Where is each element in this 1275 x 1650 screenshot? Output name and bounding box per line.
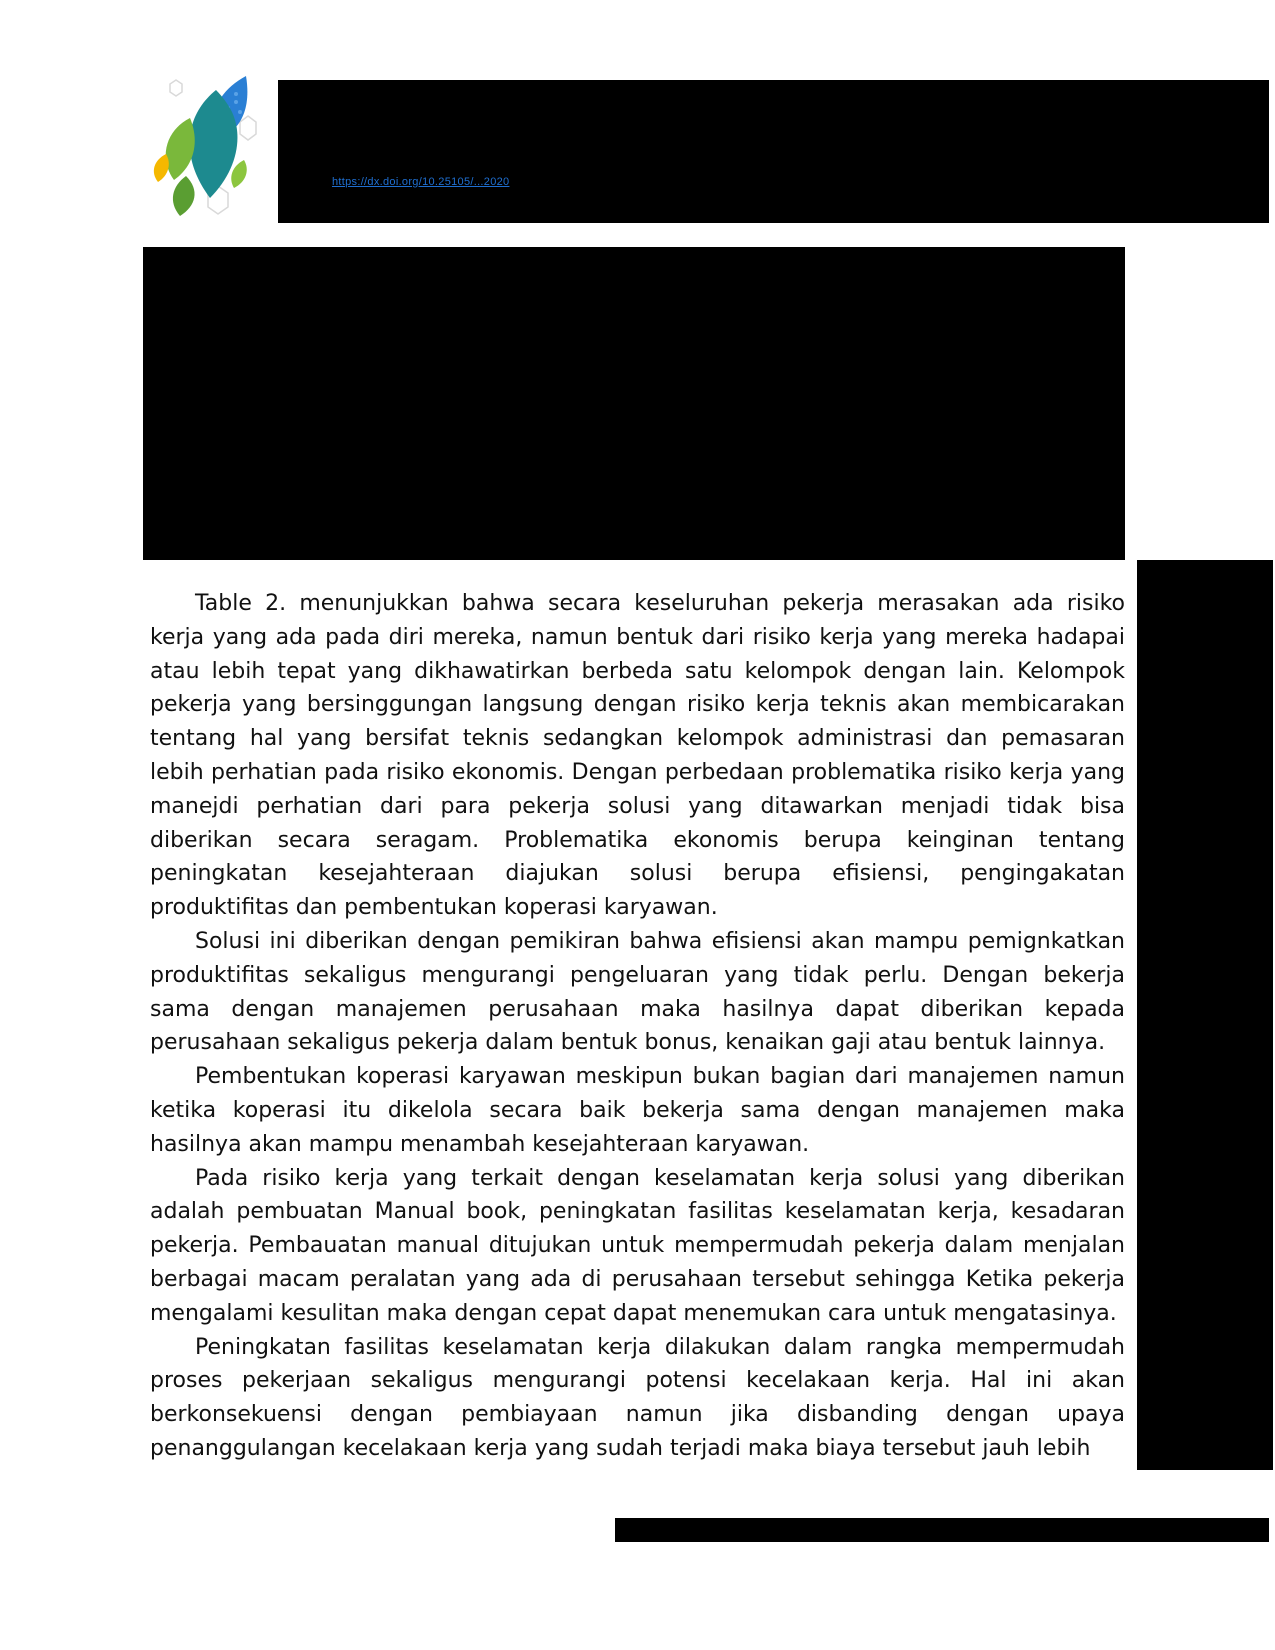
body-text xyxy=(150,587,1125,1466)
paragraph: Table 2. menunjukkan bahwa secara keseluruhan pekerja merasakan ada risiko kerja yang ada pada diri mereka, namun bentuk dari risiko kerja yang mereka hadapai atau lebih tepat yang dikhawatirkan berbeda satu kelompok dengan lain. Kelompok pekerja yang bersinggungan langsung dengan risiko kerja teknis akan membicarakan tentang hal yang bersifat teknis sedangkan kelompok administrasi dan pemasaran lebih perhatian pada risiko ekonomis. Dengan perbedaan problematika risiko kerja yang manejdi perhatian dari para pekerja solusi yang ditawarkan menjadi tidak bisa diberikan secara seragam. Problematika ekonomis berupa keinginan tentang peningkatan kesejahteraan diajukan solusi berupa efisiensi, pengingakatan produktifitas dan pembentukan koperasi karyawan. xyxy=(150,591,1125,921)
paragraph: Pembentukan koperasi karyawan meskipun bukan bagian dari manajemen namun ketika koperasi itu dikelola secara baik bekerja sama dengan manajemen maka hasilnya akan mampu menambah kesejahteraan karyawan. xyxy=(150,1064,1125,1157)
header-redaction-block xyxy=(278,80,1269,223)
paragraph: Pada risiko kerja yang terkait dengan keselamatan kerja solusi yang diberikan adalah pembuatan Manual book, peningkatan fasilitas keselamatan kerja, kesadaran pekerja. Pembauatan manual ditujukan untuk mempermudah pekerja dalam menjalan berbagai macam peralatan yang ada di perusahaan tersebut sehingga Ketika pekerja mengalami kesulitan maka dengan cepat dapat menemukan cara untuk mengatasinya. xyxy=(150,1165,1125,1326)
side-redaction-block xyxy=(1137,560,1273,1470)
paragraph: Peningkatan fasilitas keselamatan kerja dilakukan dalam rangka mempermudah proses pekerjaan sekaligus mengurangi potensi kecelakaan kerja. Hal ini akan berkonsekuensi dengan pembiayaan namun jika disbanding dengan upaya penanggulangan kecelakaan kerja yang sudah terjadi maka biaya tersebut jauh lebih xyxy=(150,1334,1125,1461)
footer-redaction-block xyxy=(615,1518,1269,1542)
paragraph: Solusi ini diberikan dengan pemikiran bahwa efisiensi akan mampu pemignkatkan produktifitas sekaligus mengurangi pengeluaran yang tidak perlu. Dengan bekerja sama dengan manajemen perusahaan maka hasilnya dapat diberikan kepada perusahaan sekaligus pekerja dalam bentuk bonus, kenaikan gaji atau bentuk lainnya. xyxy=(150,928,1125,1056)
title-abstract-redaction-block xyxy=(143,247,1125,560)
doi-link[interactable]: https://dx.doi.org/10.25105/...2020 xyxy=(332,176,510,188)
journal-logo-icon xyxy=(148,68,268,220)
